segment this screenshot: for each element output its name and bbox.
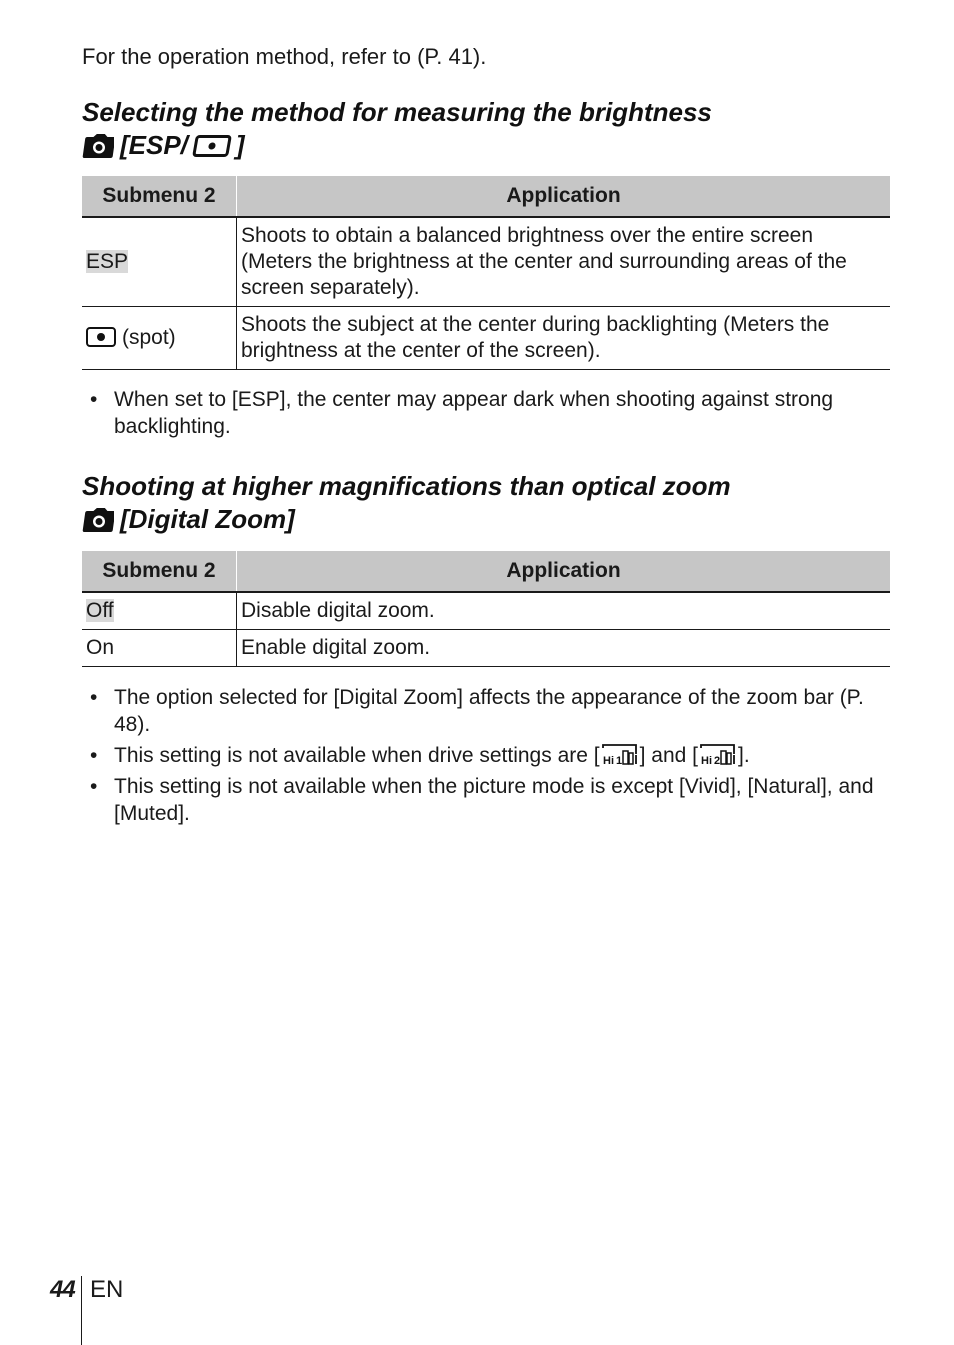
note-text: ] and [ [639, 744, 698, 767]
submenu-cell [82, 592, 237, 629]
header-submenu: Submenu 2 [82, 176, 237, 217]
section-title-metering [82, 96, 712, 162]
intro-text: For the operation method, refer to (P. 41). [82, 44, 487, 69]
footer-divider [81, 1276, 82, 1345]
table-row [82, 217, 890, 306]
section-title-line1: Shooting at higher magnifications than optical zoom [82, 471, 731, 501]
section-title-line2 [82, 129, 712, 162]
table-header-row [82, 551, 890, 592]
header-application: Application [237, 176, 891, 217]
option-on: On [86, 635, 115, 659]
list-item: • When set to [ESP], the center may appear dark when shooting against strong backlighting. [82, 386, 890, 440]
note-text: This setting is not available when drive settings are [ [114, 744, 600, 767]
submenu-cell [82, 629, 237, 666]
hi2-sequential-icon [698, 742, 738, 766]
digital-zoom-table [82, 551, 890, 667]
title-digital-zoom-label: [Digital Zoom] [120, 504, 295, 534]
svg-text:Hi: Hi [700, 755, 712, 766]
option-esp: ESP [86, 249, 129, 273]
application-cell: Enable digital zoom. [237, 629, 891, 666]
page-number: 44 [50, 1276, 75, 1303]
svg-text:Hi: Hi [602, 755, 614, 766]
application-cell: Shoots to obtain a balanced brightness over the entire screen (Meters the brightness at the center and surrounding areas of the screen separately). [237, 217, 891, 306]
metering-notes [82, 386, 890, 444]
application-cell: Disable digital zoom. [237, 592, 891, 629]
submenu-cell [82, 306, 237, 369]
list-item: • The option selected for [Digital Zoom] affects the appearance of the zoom bar (P. 48). [82, 684, 890, 738]
table-row [82, 592, 890, 629]
header-submenu: Submenu 2 [82, 551, 237, 592]
table-row [82, 306, 890, 369]
section-title-digital-zoom [82, 470, 731, 536]
camera-icon [82, 133, 114, 159]
spot-icon [86, 327, 116, 347]
digital-zoom-notes [82, 684, 890, 831]
svg-text:2: 2 [713, 755, 721, 766]
list-item [82, 742, 890, 769]
submenu-cell [82, 217, 237, 306]
table-row [82, 629, 890, 666]
application-cell: Shoots the subject at the center during backlighting (Meters the brightness at the center of the screen). [237, 306, 891, 369]
list-item: • This setting is not available when the picture mode is except [Vivid], [Natural], and [Muted]. [82, 773, 890, 827]
option-off: Off [86, 598, 114, 622]
header-application: Application [237, 551, 891, 592]
table-header-row [82, 176, 890, 217]
metering-table [82, 176, 890, 370]
camera-icon [82, 507, 114, 533]
section-title-line1: Selecting the method for measuring the brightness [82, 97, 712, 127]
hi1-sequential-icon [600, 742, 640, 766]
section-title-line2 [82, 503, 731, 536]
svg-text:1: 1 [615, 755, 622, 766]
title-esp-label: [ESP/ [120, 130, 188, 160]
title-close-bracket: ] [235, 130, 245, 160]
note-text: ]. [737, 744, 750, 767]
spot-metering-icon [192, 135, 232, 157]
language-label: EN [90, 1276, 124, 1303]
option-spot: (spot) [122, 325, 176, 349]
